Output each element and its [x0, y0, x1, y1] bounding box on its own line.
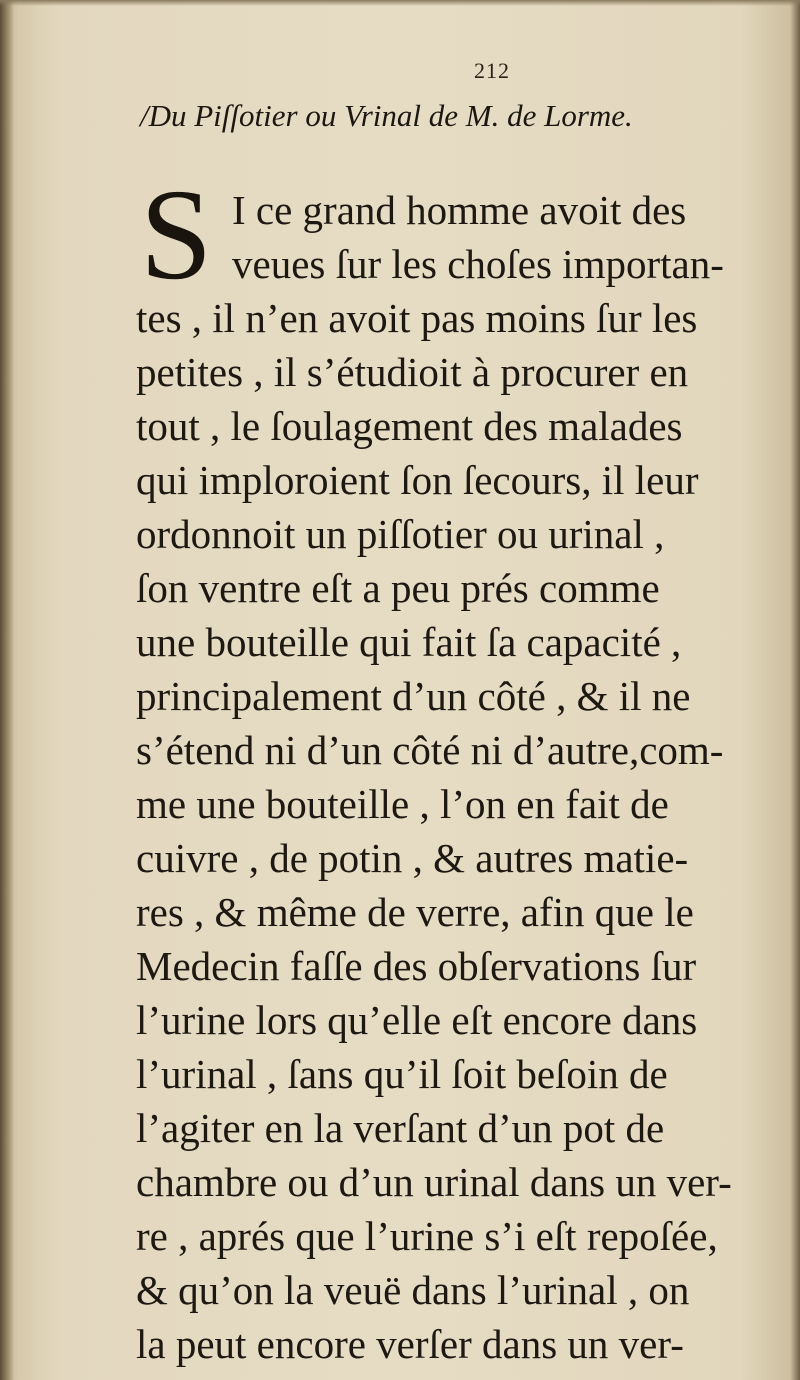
- text-line: chambre ou d’un urinal dans un ver-: [136, 1159, 732, 1205]
- text-line: & qu’on la veuë dans l’urinal , on: [136, 1267, 690, 1313]
- text-line: l’agiter en la verſant d’un pot de: [136, 1105, 665, 1151]
- text-line: ſon ventre eſt a peu prés comme: [136, 565, 660, 611]
- text-line: res , & même de verre, afin que le: [136, 889, 694, 935]
- text-line: l’urine lors qu’elle eſt encore dans: [136, 997, 698, 1043]
- text-line: me une bouteille , l’on en fait de: [136, 781, 669, 827]
- text-line: veues ſur les choſes importan-: [232, 241, 724, 287]
- text-line: principalement d’un côté , & il ne: [136, 673, 691, 719]
- text-line: petites , il s’étudioit à procurer en: [136, 349, 689, 395]
- text-line: tes , il n’en avoit pas moins ſur les: [136, 295, 698, 341]
- text-line: la peut encore verſer dans un ver-: [136, 1321, 684, 1367]
- text-line: l’urinal , ſans qu’il ſoit beſoin de: [136, 1051, 668, 1097]
- section-heading: /Du Piſſotier ou Vrinal de M. de Lorme.: [140, 98, 633, 133]
- text-line: Medecin faſſe des obſervations ſur: [136, 943, 697, 989]
- text-line: I ce grand homme avoit des: [232, 187, 687, 233]
- text-line: ordonnoit un piſſotier ou urinal ,: [136, 511, 665, 557]
- text-line: cuivre , de potin , & autres matie-: [136, 835, 689, 881]
- text-line: qui imploroient ſon ſecours, il leur: [136, 457, 699, 503]
- text-line: tout , le ſoulagement des malades: [136, 403, 683, 449]
- drop-cap: S: [140, 163, 213, 307]
- page-number: 212: [474, 58, 510, 83]
- text-line: re , aprés que l’urine s’i eſt repoſée,: [136, 1213, 718, 1259]
- text-line: une bouteille qui fait ſa capacité ,: [136, 619, 682, 665]
- text-line: s’étend ni d’un côté ni d’autre,com-: [136, 727, 724, 773]
